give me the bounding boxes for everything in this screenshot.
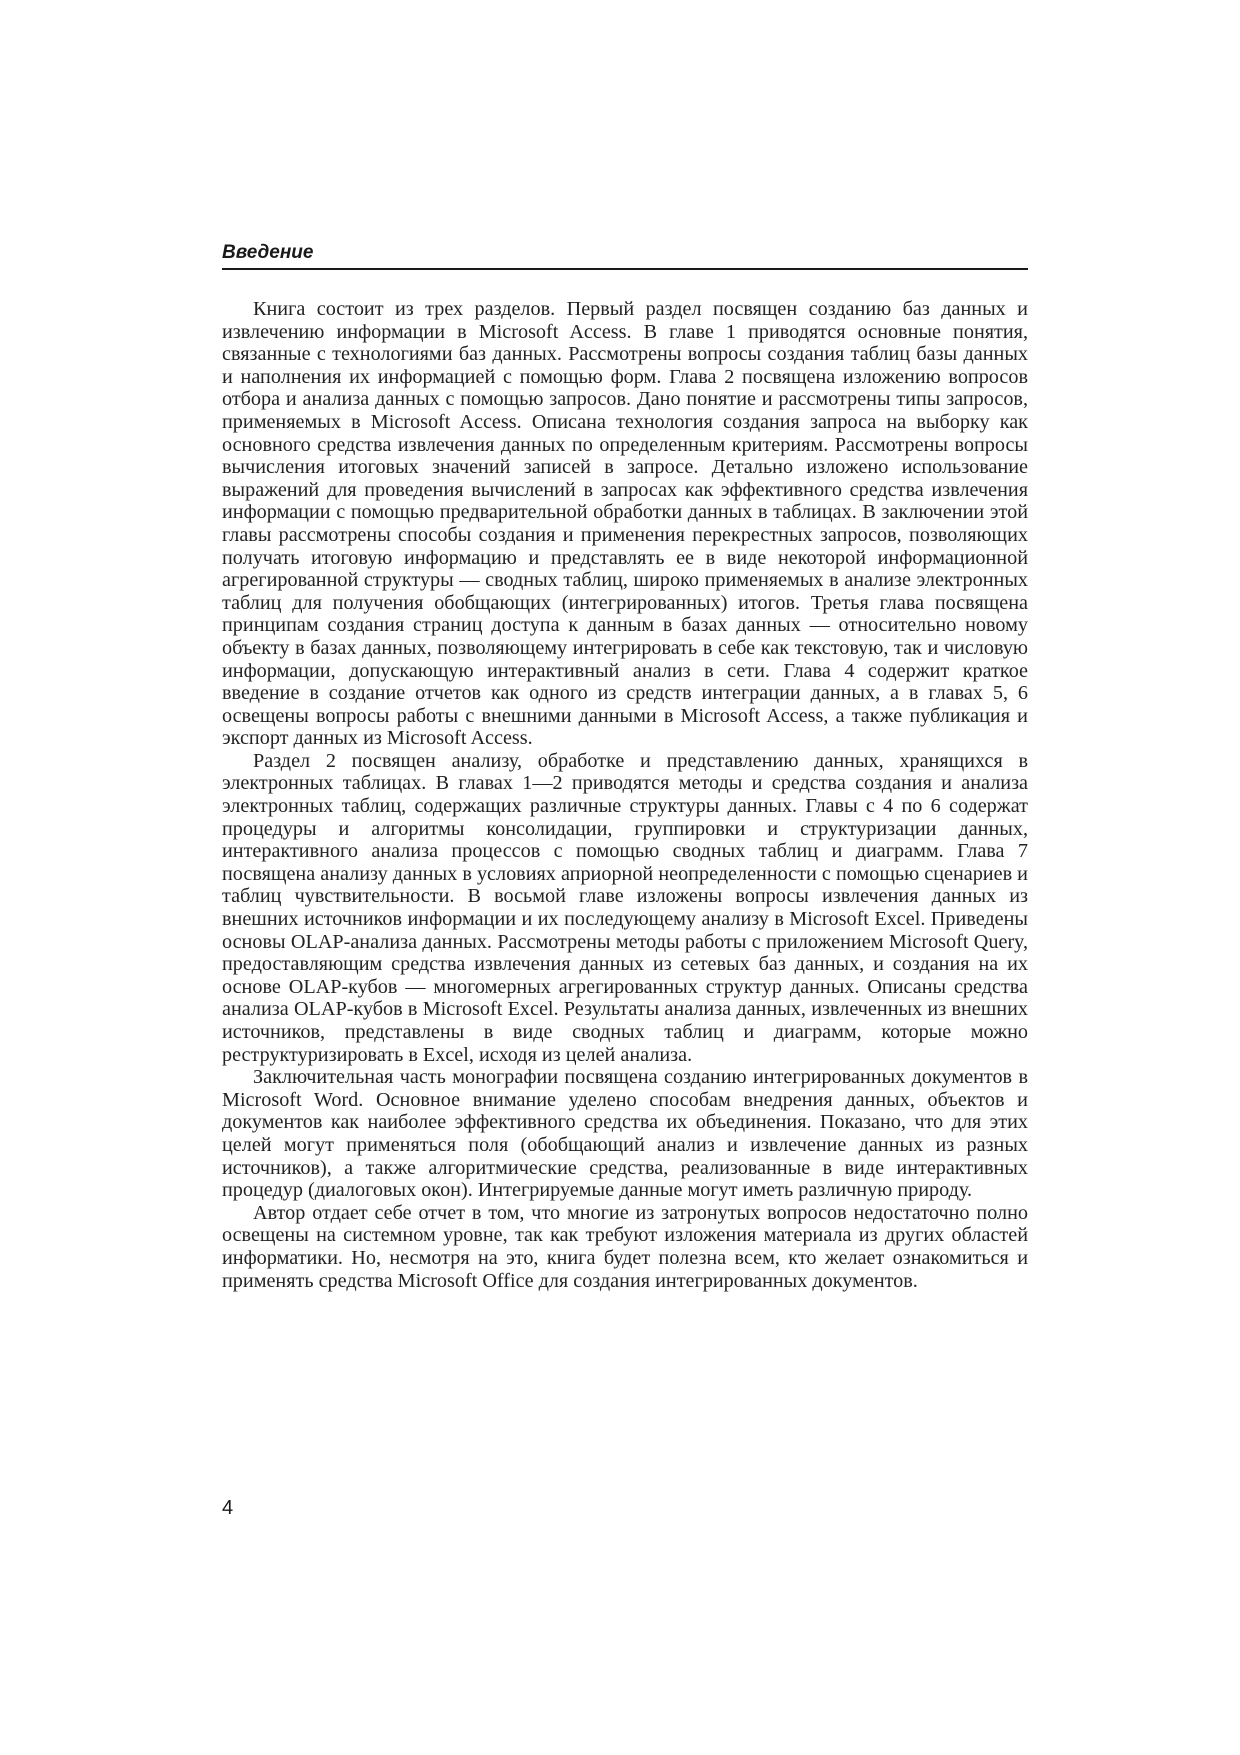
page-number: 4	[222, 1497, 234, 1519]
book-page	[222, 0, 1028, 1755]
header-rule	[222, 268, 1028, 270]
paragraph-2: Раздел 2 посвящен анализу, обработке и представлению данных, хранящихся в электронных таблицах. В главах 1—2 приводятся методы и средства создания и анализа электронных таблиц, содержащих различные структуры данных. Главы с 4 по 6 содержат процедуры и алгоритмы консолидации, группировки и структуризации данных, интерактивного анализа процессов с помощью сводных таблиц и диаграмм. Глава 7 посвящена анализу данных в условиях априорной неопределенности с помощью сценариев и таблиц чувствительности. В восьмой главе изложены вопросы извлечения данных из внешних источников информации и их последующему анализу в Microsoft Excel. Приведены основы OLAP-анализа данных. Рассмотрены методы работы с приложением Microsoft Query, предоставляющим средства извлечения данных из сетевых баз данных, и создания на их основе OLAP-кубов — многомерных агрегированных структур данных. Описаны средства анализа OLAP-кубов в Microsoft Excel. Результаты анализа данных, извлеченных из внешних источников, представлены в виде сводных таблиц и диаграмм, которые можно реструктуризировать в Excel, исходя из целей анализа.	[222, 749, 1028, 1066]
paragraph-1: Книга состоит из трех разделов. Первый раздел посвящен созданию баз данных и извлечению информации в Microsoft Access. В главе 1 приводятся основные понятия, связанные с технологиями баз данных. Рассмотрены вопросы создания таблиц базы данных и наполнения их информацией с помощью форм. Глава 2 посвящена изложению вопросов отбора и анализа данных с помощью запросов. Дано понятие и рассмотрены типы запросов, применяемых в Microsoft Access. Описана технология создания запроса на выборку как основного средства извлечения данных по определенным критериям. Рассмотрены вопросы вычисления итоговых значений записей в запросе. Детально изложено использование выражений для проведения вычислений в запросах как эффективного средства извлечения информации с помощью предварительной обработки данных в таблицах. В заключении этой главы рассмотрены способы создания и применения перекрестных запросов, позволяющих получать итоговую информацию и представлять ее в виде некоторой информационной агрегированной структуры — сводных таблиц, широко применяемых в анализе электронных таблиц для получения обобщающих (интегрированных) итогов. Третья глава посвящена принципам создания страниц доступа к данным в базах данных — относительно новому объекту в базах данных, позволяющему интегрировать в себе как текстовую, так и числовую информации, допускающую интерактивный анализ в сети. Глава 4 содержит краткое введение в создание отчетов как одного из средств интеграции данных, а в главах 5, 6 освещены вопросы работы с внешними данными в Microsoft Access, а также публикация и экспорт данных из Microsoft Access.	[222, 298, 1028, 750]
paragraph-3: Заключительная часть монографии посвящена созданию интегрированных документов в Microsoft Word. Основное внимание уделено способам внедрения данных, объектов и документов как наиболее эффективного средства их объединения. Показано, что для этих целей могут применяться поля (обобщающий анализ и извлечение данных из разных источников), а также алгоритмические средства, реализованные в виде интерактивных процедур (диалоговых окон). Интегрируемые данные могут иметь различную природу.	[222, 1066, 1028, 1202]
running-head-title: Введение	[222, 242, 314, 263]
paragraph-4: Автор отдает себе отчет в том, что многие из затронутых вопросов недостаточно полно освещены на системном уровне, так как требуют изложения материала из других областей информатики. Но, несмотря на это, книга будет полезна всем, кто желает ознакомиться и применять средства Microsoft Office для создания интегрированных документов.	[222, 1201, 1028, 1292]
body-text	[222, 298, 1028, 1292]
